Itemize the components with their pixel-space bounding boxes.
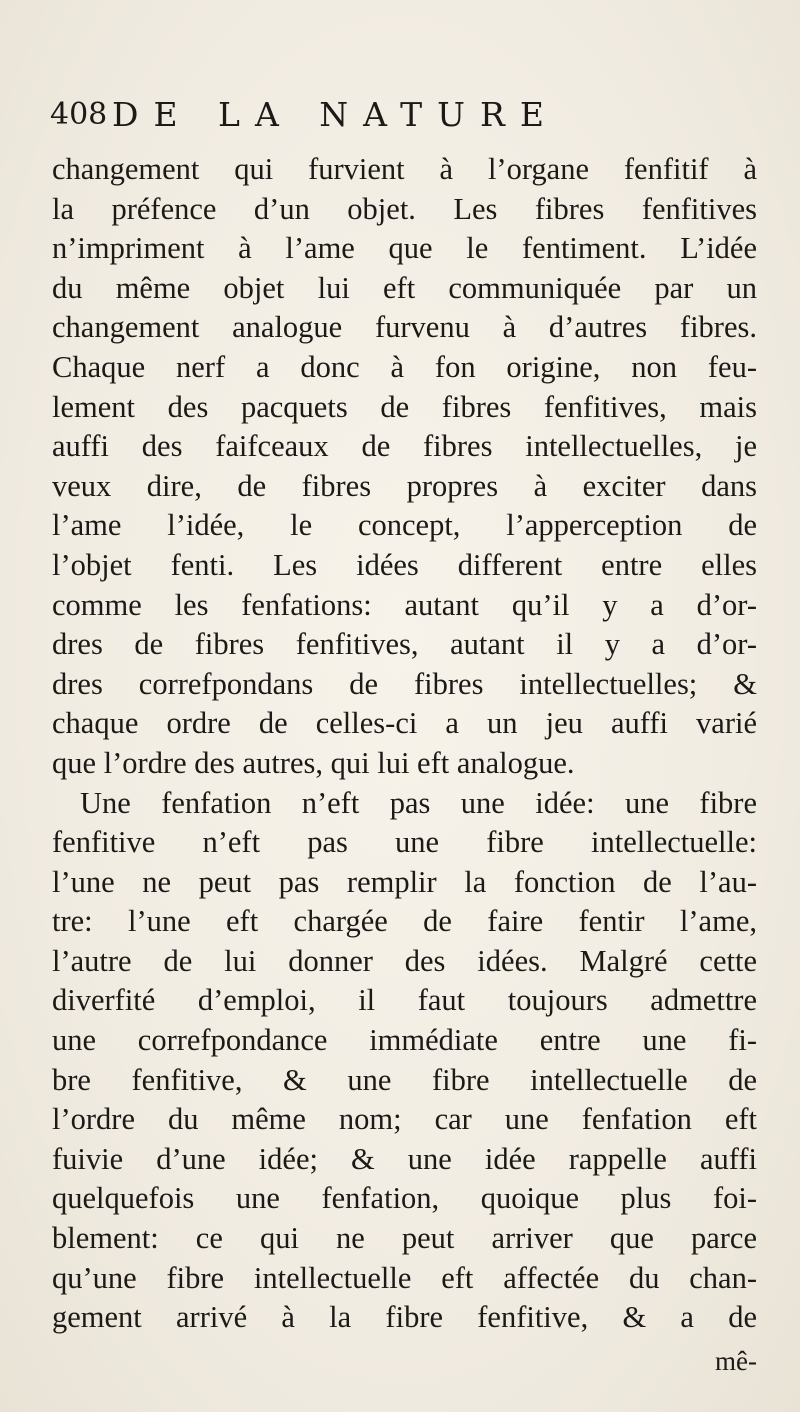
text-line: une correfpondance immédiate entre une fi-: [52, 1023, 757, 1058]
text-line: la préfence d’un objet. Les fibres fenfitives: [52, 191, 757, 226]
text-line: l’autre de lui donner des idées. Malgré cette: [52, 943, 757, 978]
text-line: n’impriment à l’ame que le fentiment. L’idée: [52, 231, 757, 266]
text-line: tre: l’une eft chargée de faire fentir l’ame,: [52, 904, 757, 939]
text-line: fenfitive n’eft pas une fibre intellectuelle:: [52, 825, 757, 860]
text-line: dres de fibres fenfitives, autant il y a d’or-: [52, 627, 757, 662]
text-line: l’ame l’idée, le concept, l’apperception de: [52, 508, 757, 543]
running-head: DE LA NATURE: [112, 95, 559, 134]
text-line: blement: ce qui ne peut arriver que parce: [52, 1221, 757, 1256]
text-line: auffi des faifceaux de fibres intellectuelles, je: [52, 429, 757, 464]
body-text: [52, 150, 757, 1338]
text-line: du même objet lui eft communiquée par un: [52, 270, 757, 305]
text-line: diverfité d’emploi, il faut toujours admettre: [52, 983, 757, 1018]
text-line: fuivie d’une idée; & une idée rappelle auffi: [52, 1141, 757, 1176]
page-number: 408: [50, 97, 108, 132]
text-line: gement arrivé à la fibre fenfitive, & a de: [52, 1300, 757, 1335]
text-line: bre fenfitive, & une fibre intellectuelle de: [52, 1062, 757, 1097]
text-line: comme les fenfations: autant qu’il y a d’or-: [52, 587, 757, 622]
text-line: quelquefois une fenfation, quoique plus foi-: [52, 1181, 757, 1216]
text-line: chaque ordre de celles-ci a un jeu auffi varié: [52, 706, 757, 741]
text-line: dres correfpondans de fibres intellectuelles; &: [52, 666, 757, 701]
text-line: que l’ordre des autres, qui lui eft analogue.: [52, 745, 575, 780]
text-line: veux dire, de fibres propres à exciter dans: [52, 468, 757, 503]
catchword: mê-: [715, 1346, 757, 1376]
text-line: Une fenfation n’eft pas une idée: une fibre: [80, 785, 757, 820]
text-line: changement analogue furvenu à d’autres fibres.: [52, 310, 757, 345]
text-line: changement qui furvient à l’organe fenfitif à: [52, 152, 757, 186]
text-line: l’objet fenti. Les idées different entre elles: [52, 547, 757, 582]
page-header: [50, 90, 750, 140]
text-line: l’une ne peut pas remplir la fonction de l’au-: [52, 864, 757, 899]
text-line: Chaque nerf a donc à fon origine, non feu-: [52, 349, 757, 384]
text-line: l’ordre du même nom; car une fenfation eft: [52, 1102, 757, 1137]
text-line: lement des pacquets de fibres fenfitives, mais: [52, 389, 757, 424]
text-line: qu’une fibre intellectuelle eft affectée du chan-: [52, 1260, 757, 1295]
